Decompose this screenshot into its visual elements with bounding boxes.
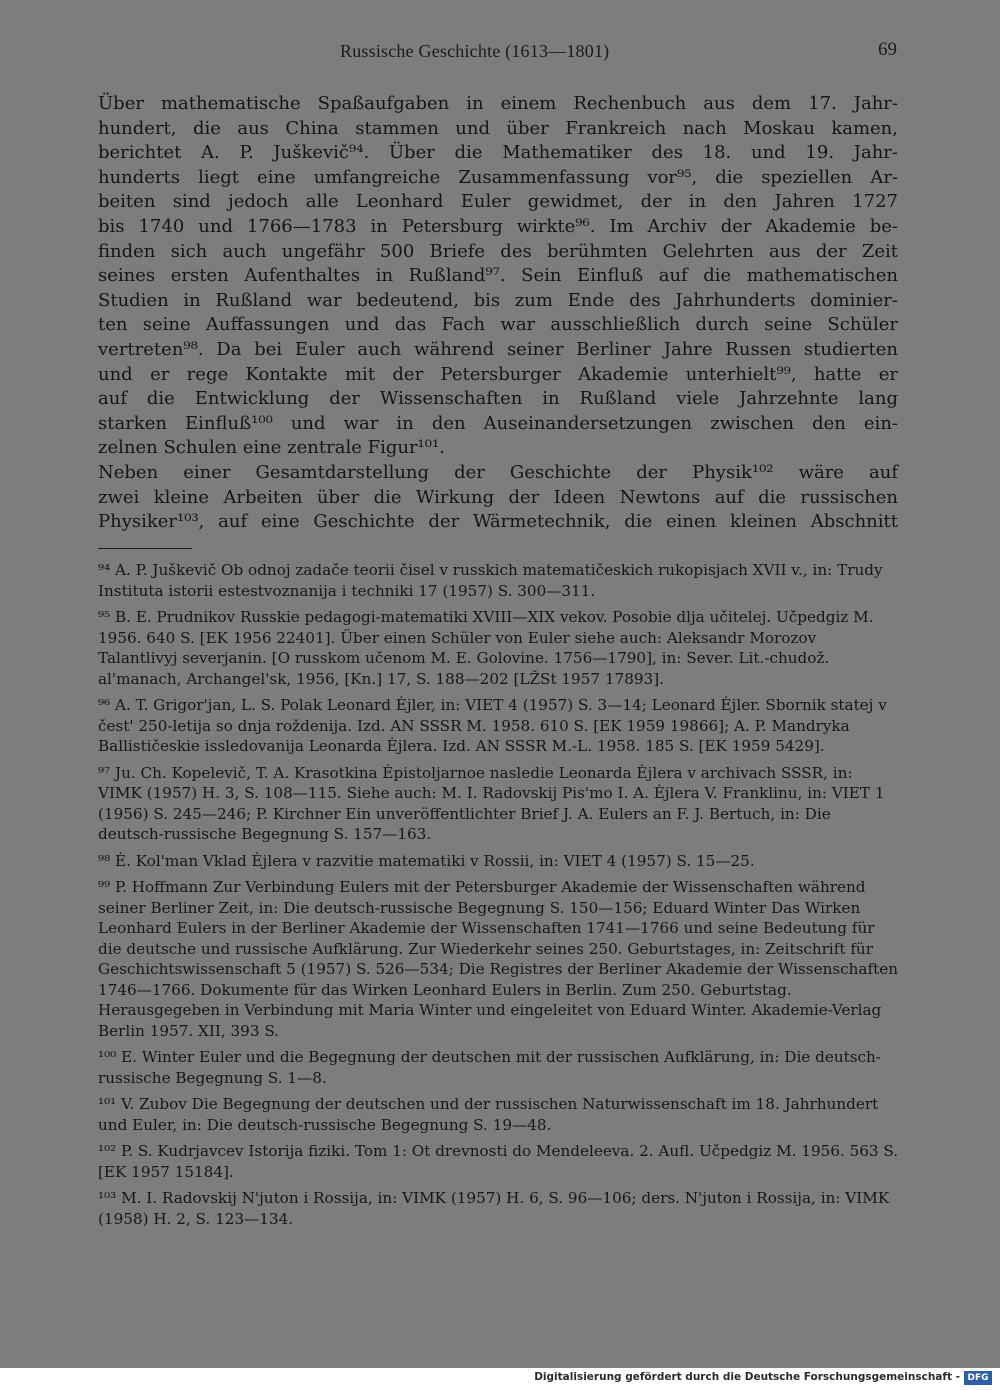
text-line: Über mathematische Spaßaufgaben in einem Rechenbuch aus dem 17. Jahr- bbox=[98, 93, 898, 114]
text-line: zwei kleine Arbeiten über die Wirkung der Ideen Newtons auf die russischen bbox=[98, 486, 898, 508]
footnote-101: ¹⁰¹ V. Zubov Die Begegnung der deutschen und der russischen Naturwissenschaft im 18. Jahrhundert und Euler, in: Die deutsch-russische Begegnung S. 19—48. bbox=[98, 1095, 879, 1134]
text-line: starken Einfluß¹⁰⁰ und war in den Auseinandersetzungen zwischen den ein- bbox=[98, 412, 898, 434]
text-line: bis 1740 und 1766—1783 in Petersburg wirkte⁹⁶. Im Archiv der Akademie be- bbox=[98, 215, 898, 237]
footnotes bbox=[98, 560, 900, 1235]
footnote-102: ¹⁰² P. S. Kudrjavcev Istorija fiziki. Tom 1: Ot drevnosti do Mendeleeva. 2. Aufl. Učpedgiz M. 1956. 563 S. [EK 1957 15184]. bbox=[98, 1142, 899, 1181]
footnote-95: ⁹⁵ B. E. Prudnikov Russkie pedagogi-matematiki XVIII—XIX vekov. Posobie dlja učitelej. Učpedgiz M. 1956. 640 S. [EK 1956 22401]. Über einen Schüler von Euler siehe auch: Aleksandr Morozov Talantlivyj severjanin. [O russkom učenom M. E. Golovine. 1756—1790], in: Sever. Lit.-chudož. al'manach, Archangel'sk, 1956, [Kn.] 17, S. 188—202 [LŽSt 1957 17893]. bbox=[98, 608, 874, 688]
footnote-103: ¹⁰³ M. I. Radovskij N'juton i Rossija, in: VIMK (1957) H. 6, S. 96—106; ders. N'juton i Rossija, in: VIMK (1958) H. 2, S. 123—134. bbox=[98, 1189, 890, 1228]
dfg-logo: DFG bbox=[964, 1371, 992, 1385]
page-number: 69 bbox=[878, 39, 897, 60]
funding-credit: Digitalisierung gefördert durch die Deutsche Forschungsgemeinschaft - bbox=[534, 1371, 960, 1383]
footnote-100: ¹⁰⁰ E. Winter Euler und die Begegnung der deutschen mit der russischen Aufklärung, in: Die deutsch-russische Begegnung S. 1—8. bbox=[98, 1048, 881, 1087]
text-line: hunderts liegt eine umfangreiche Zusammenfassung vor⁹⁵, die speziellen Ar- bbox=[98, 166, 898, 188]
text-line: seines ersten Aufenthaltes in Rußland⁹⁷. Sein Einfluß auf die mathematischen bbox=[98, 265, 898, 287]
footnote-97: ⁹⁷ Ju. Ch. Kopelevič, T. A. Krasotkina Ėpistoljarnoe nasledie Leonarda Ėjlera v archivach SSSR, in: VIMK (1957) H. 3, S. 108—115. Siehe auch: M. I. Radovskij Pis'mo I. A. Ėjlera V. Franklinu, in: VIET 1 (1956) S. 245—246; P. Kirchner Ein unveröffentlichter Brief J. A. Eulers an F. J. Bertuch, in: Die deutsch-russische Begegnung S. 157—163. bbox=[98, 763, 885, 843]
footnote-96: ⁹⁶ A. T. Grigor'jan, L. S. Polak Leonard Ėjler, in: VIET 4 (1957) S. 3—14; Leonard Ėjler. Sbornik statej v čest' 250-letija so dnja roždenija. Izd. AN SSSR M. 1958. 610 S. [EK 1959 19866]; A. P. Mandryka Ballističeskie issledovanija Leonarda Ėjlera. Izd. AN SSSR M.-L. 1958. 185 S. [EK 1959 5429]. bbox=[98, 696, 887, 755]
text-line: auf die Entwicklung der Wissenschaften in Rußland viele Jahrzehnte lang bbox=[98, 388, 898, 410]
text-line: Studien in Rußland war bedeutend, bis zum Ende des Jahrhunderts dominier- bbox=[98, 289, 898, 311]
text-line: berichtet A. P. Juškevič⁹⁴. Über die Mathematiker des 18. und 19. Jahr- bbox=[98, 142, 898, 164]
footnote-99: ⁹⁹ P. Hoffmann Zur Verbindung Eulers mit der Petersburger Akademie der Wissenschaften während seiner Berliner Zeit, in: Die deutsch-russische Begegnung S. 150—156; Eduard Winter Das Wirken Leonhard Eulers in der Berliner Akademie der Wissenschaften 1741—1766 und seine Bedeutung für die deutsche und russische Aufklärung. Zur Wiederkehr seines 250. Geburtstages, in: Zeitschrift für Geschichtswissenschaft 5 (1957) S. 526—534; Die Registres der Berliner Akademie der Wissenschaften 1746—1766. Dokumente für das Wirken Leonhard Eulers in Berlin. Zum 250. Geburtstag. Herausgegeben in Verbindung mit Maria Winter und eingeleitet von Eduard Winter. Akademie-Verlag Berlin 1957. XII, 393 S. bbox=[98, 878, 898, 1040]
text-line: zelnen Schulen eine zentrale Figur¹⁰¹. bbox=[98, 437, 445, 459]
text-line: hundert, die aus China stammen und über Frankreich nach Moskau kamen, bbox=[98, 117, 898, 139]
text-line: ten seine Auffassungen und das Fach war ausschließlich durch seine Schüler bbox=[98, 314, 898, 336]
text-line: und er rege Kontakte mit der Petersburger Akademie unterhielt⁹⁹, hatte er bbox=[98, 363, 898, 385]
footnote-separator bbox=[98, 548, 192, 549]
main-text bbox=[98, 92, 898, 535]
text-line: vertreten⁹⁸. Da bei Euler auch während seiner Berliner Jahre Russen studierten bbox=[98, 338, 898, 360]
text-line: Neben einer Gesamtdarstellung der Geschichte der Physik¹⁰² wäre auf bbox=[98, 461, 898, 483]
running-title: Russische Geschichte (1613—1801) bbox=[340, 41, 610, 61]
text-line: finden sich auch ungefähr 500 Briefe des berühmten Gelehrten aus der Zeit bbox=[98, 240, 898, 262]
text-line: Physiker¹⁰³, auf eine Geschichte der Wärmetechnik, die einen kleinen Abschnitt bbox=[98, 511, 898, 533]
text-line: beiten sind jedoch alle Leonhard Euler gewidmet, der in den Jahren 1727 bbox=[98, 191, 898, 213]
footnote-98: ⁹⁸ Ė. Kol'man Vklad Ėjlera v razvitie matematiki v Rossii, in: VIET 4 (1957) S. 15—25. bbox=[98, 851, 755, 870]
footnote-94: ⁹⁴ A. P. Juškevič Ob odnoj zadače teorii čisel v russkich matematičeskich rukopisjach XVII v., in: Trudy Instituta istorii estestvoznanija i techniki 17 (1957) S. 300—311. bbox=[98, 561, 883, 600]
footer-bar bbox=[0, 1368, 1000, 1390]
